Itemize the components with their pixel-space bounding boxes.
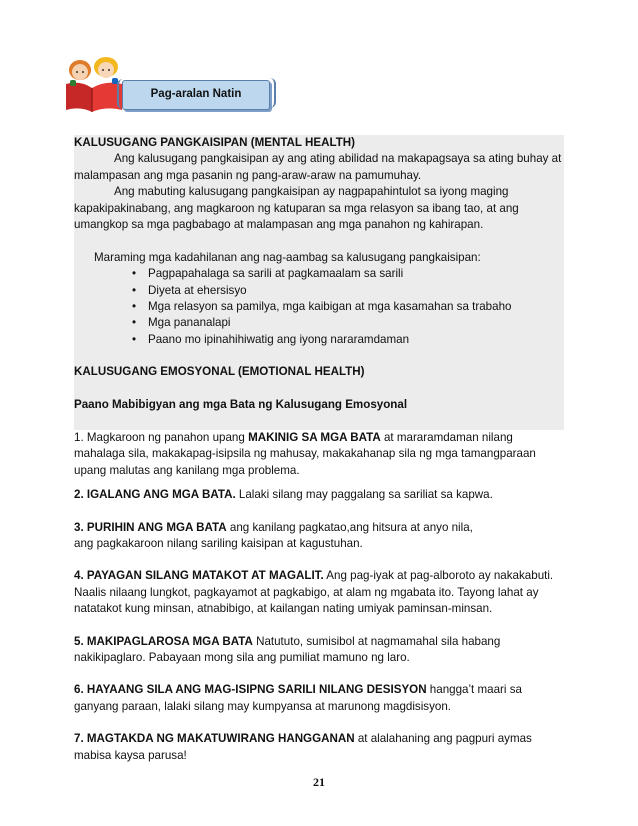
list-item: • Pagpapahalaga sa sarili at pagkamaalam sa sarili (74, 266, 564, 282)
list-item: • Mga relasyon sa pamilya, mga kaibigan at mga kasamahan sa trabaho (74, 299, 564, 315)
paragraph-line: kapakipakinabang, ang magkaroon ng katuparan sa mga relasyon sa ibang tao, at ang (74, 201, 564, 217)
item-2: 2. IGALANG ANG MGA BATA. Lalaki silang may paggalang sa sariliat sa kapwa. (74, 488, 493, 502)
item-7: 7. MAGTAKDA NG MAKATUWIRANG HANGGANAN at alalahaning ang pagpuri aymas (74, 732, 532, 746)
item-1-line: mahalaga sila, makakapag-isipsila ng mahusay, makakahanap sila ng mga tamangparaan (74, 447, 536, 461)
page-content (74, 135, 564, 764)
bullet-icon: • (132, 283, 137, 297)
spacer-row (74, 233, 564, 249)
banner-title: Pag-aralan Natin (150, 88, 242, 100)
item-6-line: ganyang paraan, lalaki silang may kumpyansa at marunong magdisisyon. (74, 699, 452, 713)
item-4-line: natatakot kung minsan, atnabibigo, at kailangan nating umiyak paminsan-minsan. (74, 602, 493, 616)
item-4-line: Naalis nilaang lungkot, pagkayamot at pagkabigo, at alam ng mgabata ito. Tayong lahat ay (74, 585, 539, 599)
banner-scroll-right (266, 78, 276, 108)
bullet-icon: • (132, 299, 137, 313)
item-5-line: nakikipaglaro. Pabayaan mong sila ang pumiliat mamuno ng laro. (74, 650, 410, 664)
list-item: • Paano mo ipinahihiwatig ang iyong nararamdaman (74, 332, 564, 348)
page-number: 21 (313, 775, 325, 789)
list-item: • Mga pananalapi (74, 315, 564, 331)
item-1-line: upang malutas ang kanilang mga problema. (74, 463, 300, 477)
item-5: 5. MAKIPAGLAROSA MGA BATA Natututo, sumisibol at nagmamahal sila habang (74, 634, 501, 648)
paragraph-line: Ang mabuting kalusugang pangkaisipan ay nagpapahintulot sa iyong maging (74, 184, 564, 200)
mental-health-heading: KALUSUGANG PANGKAISIPAN (MENTAL HEALTH) (74, 135, 564, 151)
paragraph-line: umangkop sa mga pagbabago at malampasan ang mga panahon ng kahirapan. (74, 217, 564, 233)
emotional-health-subheading: Paano Mabibigyan ang mga Bata ng Kalusugang Emosyonal (74, 397, 564, 413)
item-4: 4. PAYAGAN SILANG MATAKOT AT MAGALIT. Ang pag-iyak at pag-alboroto ay nakakabuti. (74, 569, 554, 583)
item-3-line: ang pagkakaroon nilang sariling kaisipan at kagustuhan. (74, 536, 363, 550)
spacer-row (74, 348, 564, 364)
spacer-row (74, 414, 564, 430)
section-banner (122, 80, 270, 110)
bullet-icon: • (132, 267, 137, 281)
paragraph-line: malampasan ang mga pasanin ng pang-araw-araw na pamumuhay. (74, 168, 564, 184)
list-item: • Diyeta at ehersisyo (74, 283, 564, 299)
paragraph-line: Ang kalusugang pangkaisipan ay ang ating abilidad na makapagsaya sa ating buhay at (74, 151, 564, 167)
item-6: 6. HAYAANG SILA ANG MAG-ISIPNG SARILI NILANG DESISYON hangga’t maari sa (74, 683, 522, 697)
item-7-line: mabisa kaysa parusa! (74, 748, 187, 762)
bullet-icon: • (132, 332, 137, 346)
spacer-row (74, 381, 564, 397)
emotional-health-heading: KALUSUGANG EMOSYONAL (EMOTIONAL HEALTH) (74, 364, 564, 380)
factors-intro: Maraming mga kadahilanan ang nag-aambag sa kalusugang pangkaisipan: (74, 250, 564, 266)
bullet-icon: • (132, 316, 137, 330)
item-1: 1. Magkaroon ng panahon upang MAKINIG SA MGA BATA at mararamdaman nilang (74, 431, 513, 445)
item-3: 3. PURIHIN ANG MGA BATA ang kanilang pagkatao,ang hitsura at anyo nila, (74, 520, 473, 534)
